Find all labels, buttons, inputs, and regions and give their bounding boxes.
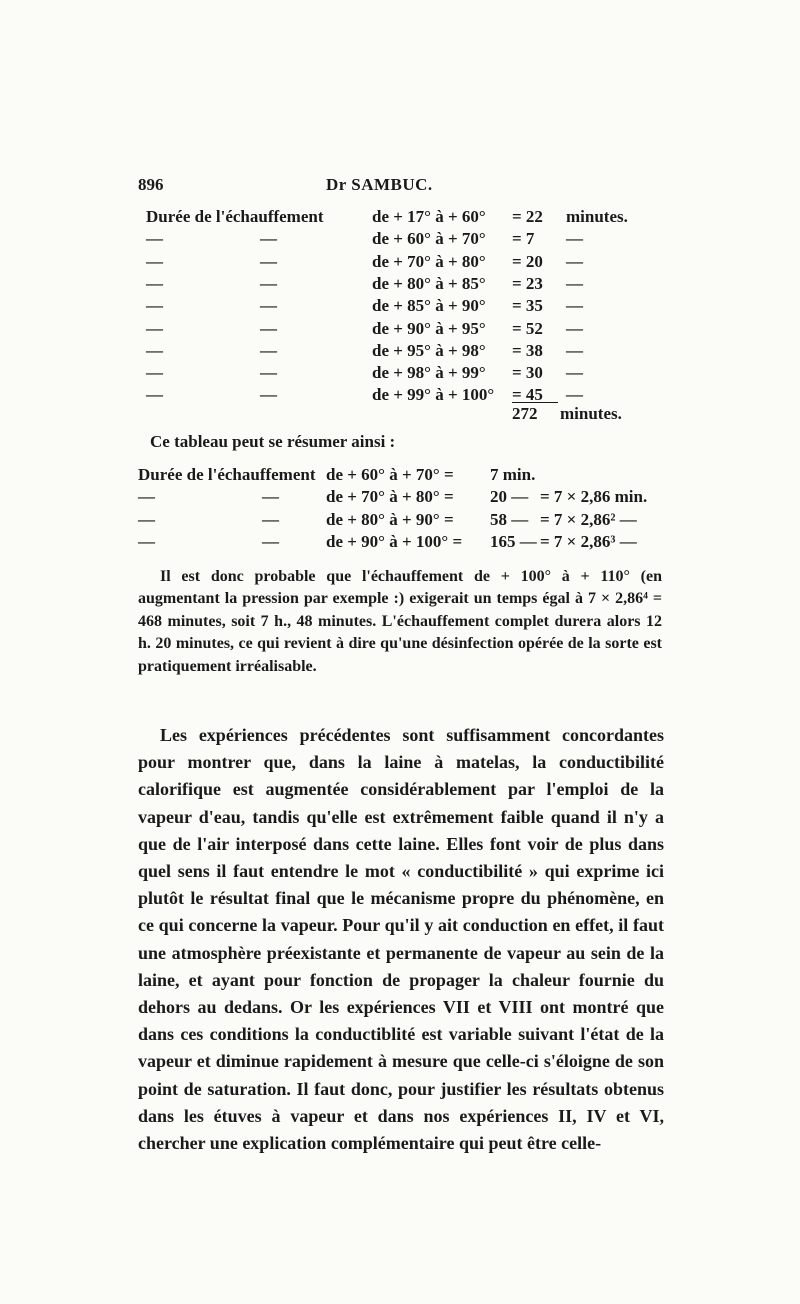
table2-cell-c2: de + 70° à + 80° =	[326, 487, 454, 507]
table1-cell-c3: = 45	[512, 385, 543, 405]
table2-cell-c3: 7 min.	[490, 465, 536, 484]
table2-cell-c2: de + 80° à + 90° =	[326, 509, 454, 529]
table1-cell-c1: —	[146, 251, 163, 271]
table1-cell-c2: de + 85° à + 90°	[372, 296, 486, 316]
table1-cell-c2: de + 90° à + 95°	[372, 318, 486, 338]
table1-cell-c1b: —	[260, 363, 277, 383]
table1-cell-c1b: —	[260, 251, 277, 271]
table2-cell-c2: de + 60° à + 70° =	[326, 465, 454, 484]
table1-cell-c4: —	[566, 363, 583, 383]
table1-cell-c2: de + 99° à + 100°	[372, 385, 495, 405]
table2-cell-c1: —	[138, 509, 155, 529]
table1-cell-c2: de + 98° à + 99°	[372, 363, 486, 383]
table2-cell-c4: = 7 × 2,86 min.	[540, 487, 648, 507]
table1-cell-c1: —	[146, 273, 163, 293]
running-title: Dr SAMBUC.	[326, 175, 433, 194]
table1-cell-c1: —	[146, 229, 163, 249]
table1-cell-c1: —	[146, 363, 163, 383]
table1-cell-c1: —	[146, 385, 163, 405]
page-number: 896	[138, 175, 164, 194]
table1-cell-c2: de + 17° à + 60°	[372, 207, 486, 226]
table1-cell-c4: —	[566, 296, 583, 316]
table1-cell-c4: —	[566, 273, 583, 293]
table2-cell-c4: = 7 × 2,86² —	[540, 509, 637, 529]
table1-cell-c4: —	[566, 385, 583, 405]
table1-cell-c1b: —	[260, 385, 277, 405]
paragraph-discussion: Les expériences précédentes sont suffisamment concordantes pour montrer que, dans la laine à matelas, la conductibilité calorifique est augmentée considérablement par l'emploi de la vapeur d'eau, tandis qu'elle est extrêmement faible quand il n'y a que de l'air interposé dans cette laine. Elles font voir de plus dans quel sens il faut entendre le mot « conductibilité » qui exprime ici plutôt le résultat final que le mécanisme propre du phénomène, en ce qui concerne la vapeur. Pour qu'il y ait conduction en effet, il faut une atmosphère préexistante et permanente de vapeur au sein de la laine, et ayant pour fonction de propager la chaleur fournie du dehors au dedans. Or les expériences VII et VIII ont montré que dans ces conditions la conductiblité est variable suivant l'état de la vapeur et diminue rapidement à mesure que celle-ci s'éloigne de son point de saturation. Il faut donc, pour justifier les résultats obtenus dans les étuves à vapeur et dans nos expériences II, IV et VI, chercher une explication complémentaire qui peut être celle-	[138, 725, 664, 1154]
table2-cell-c1b: —	[262, 531, 279, 551]
table1-cell-c2: de + 70° à + 80°	[372, 251, 486, 271]
paragraph-conclusion: Il est donc probable que l'échauffement de + 100° à + 110° (en augmentant la pression par exemple :) exigerait un temps égal à 7 × 2,86⁴ = 468 minutes, soit 7 h., 48 minutes. L'échauffement complet durera alors 12 h. 20 minutes, ce qui revient à dire qu'une désinfection opérée de la sorte est pratiquement irréalisable.	[138, 568, 662, 675]
table1-cell-c3: = 30	[512, 363, 543, 383]
page-header	[138, 175, 663, 199]
table1-cell-c1b: —	[260, 318, 277, 338]
table1-cell-c2: de + 95° à + 98°	[372, 340, 486, 360]
table2-cell-c1b: —	[262, 509, 279, 529]
table2-cell-c3: 20 —	[490, 487, 529, 507]
table1-cell-c3: = 23	[512, 273, 543, 293]
table1-cell-c3: = 38	[512, 340, 543, 360]
table1-cell-c1: Durée de l'échauffement	[146, 207, 324, 226]
table1-cell-c3: = 52	[512, 318, 543, 338]
table1-cell-c3: = 20	[512, 251, 543, 271]
table1-cell-c2: de + 80° à + 85°	[372, 273, 486, 293]
table1-cell-c4: —	[566, 229, 583, 249]
table2-cell-c3: 165 —	[490, 531, 537, 551]
total-value: 272	[512, 404, 538, 423]
table2-cell-c1: —	[138, 487, 155, 507]
table1-cell-c3: = 22	[512, 207, 543, 226]
table1-cell-c3: = 35	[512, 296, 543, 316]
table1-cell-c2: de + 60° à + 70°	[372, 229, 486, 249]
table1-cell-c1b: —	[260, 229, 277, 249]
table1-cell-c1: —	[146, 318, 163, 338]
total-unit: minutes.	[560, 404, 622, 423]
table1-cell-c1b: —	[260, 273, 277, 293]
table2-cell-c1: —	[138, 531, 155, 551]
table1-cell-c3: = 7	[512, 229, 535, 249]
table1-cell-c4: minutes.	[566, 207, 628, 226]
table1-cell-c4: —	[566, 251, 583, 271]
table1-cell-c1: —	[146, 296, 163, 316]
table1-cell-c4: —	[566, 318, 583, 338]
table2-cell-c4: = 7 × 2,86³ —	[540, 531, 637, 551]
summary-intro: Ce tableau peut se résumer ainsi :	[150, 432, 396, 451]
table1-cell-c4: —	[566, 340, 583, 360]
table2-cell-c1: Durée de l'échauffement	[138, 465, 316, 484]
table2-cell-c1b: —	[262, 487, 279, 507]
table2-cell-c3: 58 —	[490, 509, 529, 529]
table2-cell-c2: de + 90° à + 100° =	[326, 531, 463, 551]
table1-cell-c1b: —	[260, 296, 277, 316]
table1-cell-c1b: —	[260, 340, 277, 360]
table1-cell-c1: —	[146, 340, 163, 360]
